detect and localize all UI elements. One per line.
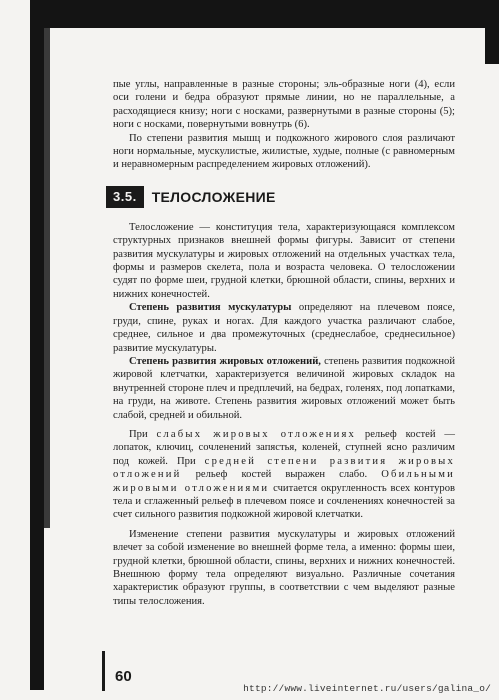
scan-shadow-left <box>30 0 44 690</box>
term-musculature: Степень развития мускулатуры <box>129 302 292 314</box>
term-medium-fat: средней степени развития жировых отложений <box>113 455 455 481</box>
scan-shadow-top <box>30 0 499 28</box>
paragraph-fat-levels: При слабых жировых отложениях рельеф костей — лопаток, ключиц, сочленений запястья, коленей, ступней ясно различим под кожей. При средней степени развития жировых отложений рельеф костей выражен слабо. Обильными жировыми отложениями считается округленность всех контуров тела и сглаженный рельеф в плечевом поясе и сочленениях конечностей за счет сильного развития подкожной жировой клетчатки. <box>113 428 455 521</box>
section-heading <box>106 186 455 208</box>
paragraph-leg-types: По степени развития мышц и подкожного жирового слоя различают ноги нормальные, мускулистые, жилистые, худые, полные (с равномерным и неравномерным распределением жировых отложений). <box>113 132 455 171</box>
term-weak-fat: слабых жировых отложениях <box>156 428 357 440</box>
paragraph-leg-shapes: пые углы, направленные в разные стороны; эль-образные ноги (4), если оси голени и бедра образуют прямые линии, но не параллельные, а расходящиеся книзу; ноги с носками, развернутыми в разные стороны (5); ноги с носками, повернутыми вовнутрь (6). <box>113 79 455 131</box>
watermark-url: http://www.liveinternet.ru/users/galina_o/ <box>243 683 491 694</box>
scan-shadow-corner <box>485 28 499 64</box>
paragraph-fat-deposits: Степень развития жировых отложений, степень развития подкожной жировой клетчатки, характеризуется величиной жировых складок на внутренней стороне плеч и предплечий, на бедрах, голенях, под лопатками, на груди, на животе. Степень развития жировых отложений может быть слабой, средней и обильной. <box>113 355 455 421</box>
section-title: ТЕЛОСЛОЖЕНИЕ <box>151 188 276 205</box>
page-number: 60 <box>115 668 132 685</box>
section-number: 3.5. <box>106 186 144 208</box>
paragraph-body-types: Изменение степени развития мускулатуры и жировых отложений влечет за собой изменение во внешней форме тела, а именно: формы шеи, грудной клетки, брюшной области, спины, верхних и нижних конечностей. Внешнюю форму тела определяют визуально. Различные сочетания характеристик образуют группы, в соответствии с чем выделяют разные типы телосложения. <box>113 528 455 607</box>
paragraph-definition: Телосложение — конституция тела, характеризующаяся комплексом структурных признаков внешней формы фигуры. Зависит от степени развития мускулатуры и жировых отложений на отдельных участках тела, формы и размеров скелета, пола и возраста человека. О телосложении судят по форме шеи, грудной клетки, брюшной области, спины, верхних и нижних конечностей. <box>113 221 455 300</box>
paragraph-musculature: Степень развития мускулатуры определяют на плечевом поясе, груди, спине, руках и ногах. Для каждого участка различают слабое, среднее, сильное и два промежуточных (среднеслабое, среднесильное) развитие мускулатуры. <box>113 302 456 354</box>
scan-shadow-left-inner <box>44 28 50 528</box>
term-fat-deposits: Степень развития жировых отложений, <box>129 355 321 367</box>
page-number-rule <box>102 651 105 691</box>
page-body <box>113 78 455 608</box>
term-abundant-fat: Обильными жировыми отложениями <box>113 469 455 494</box>
